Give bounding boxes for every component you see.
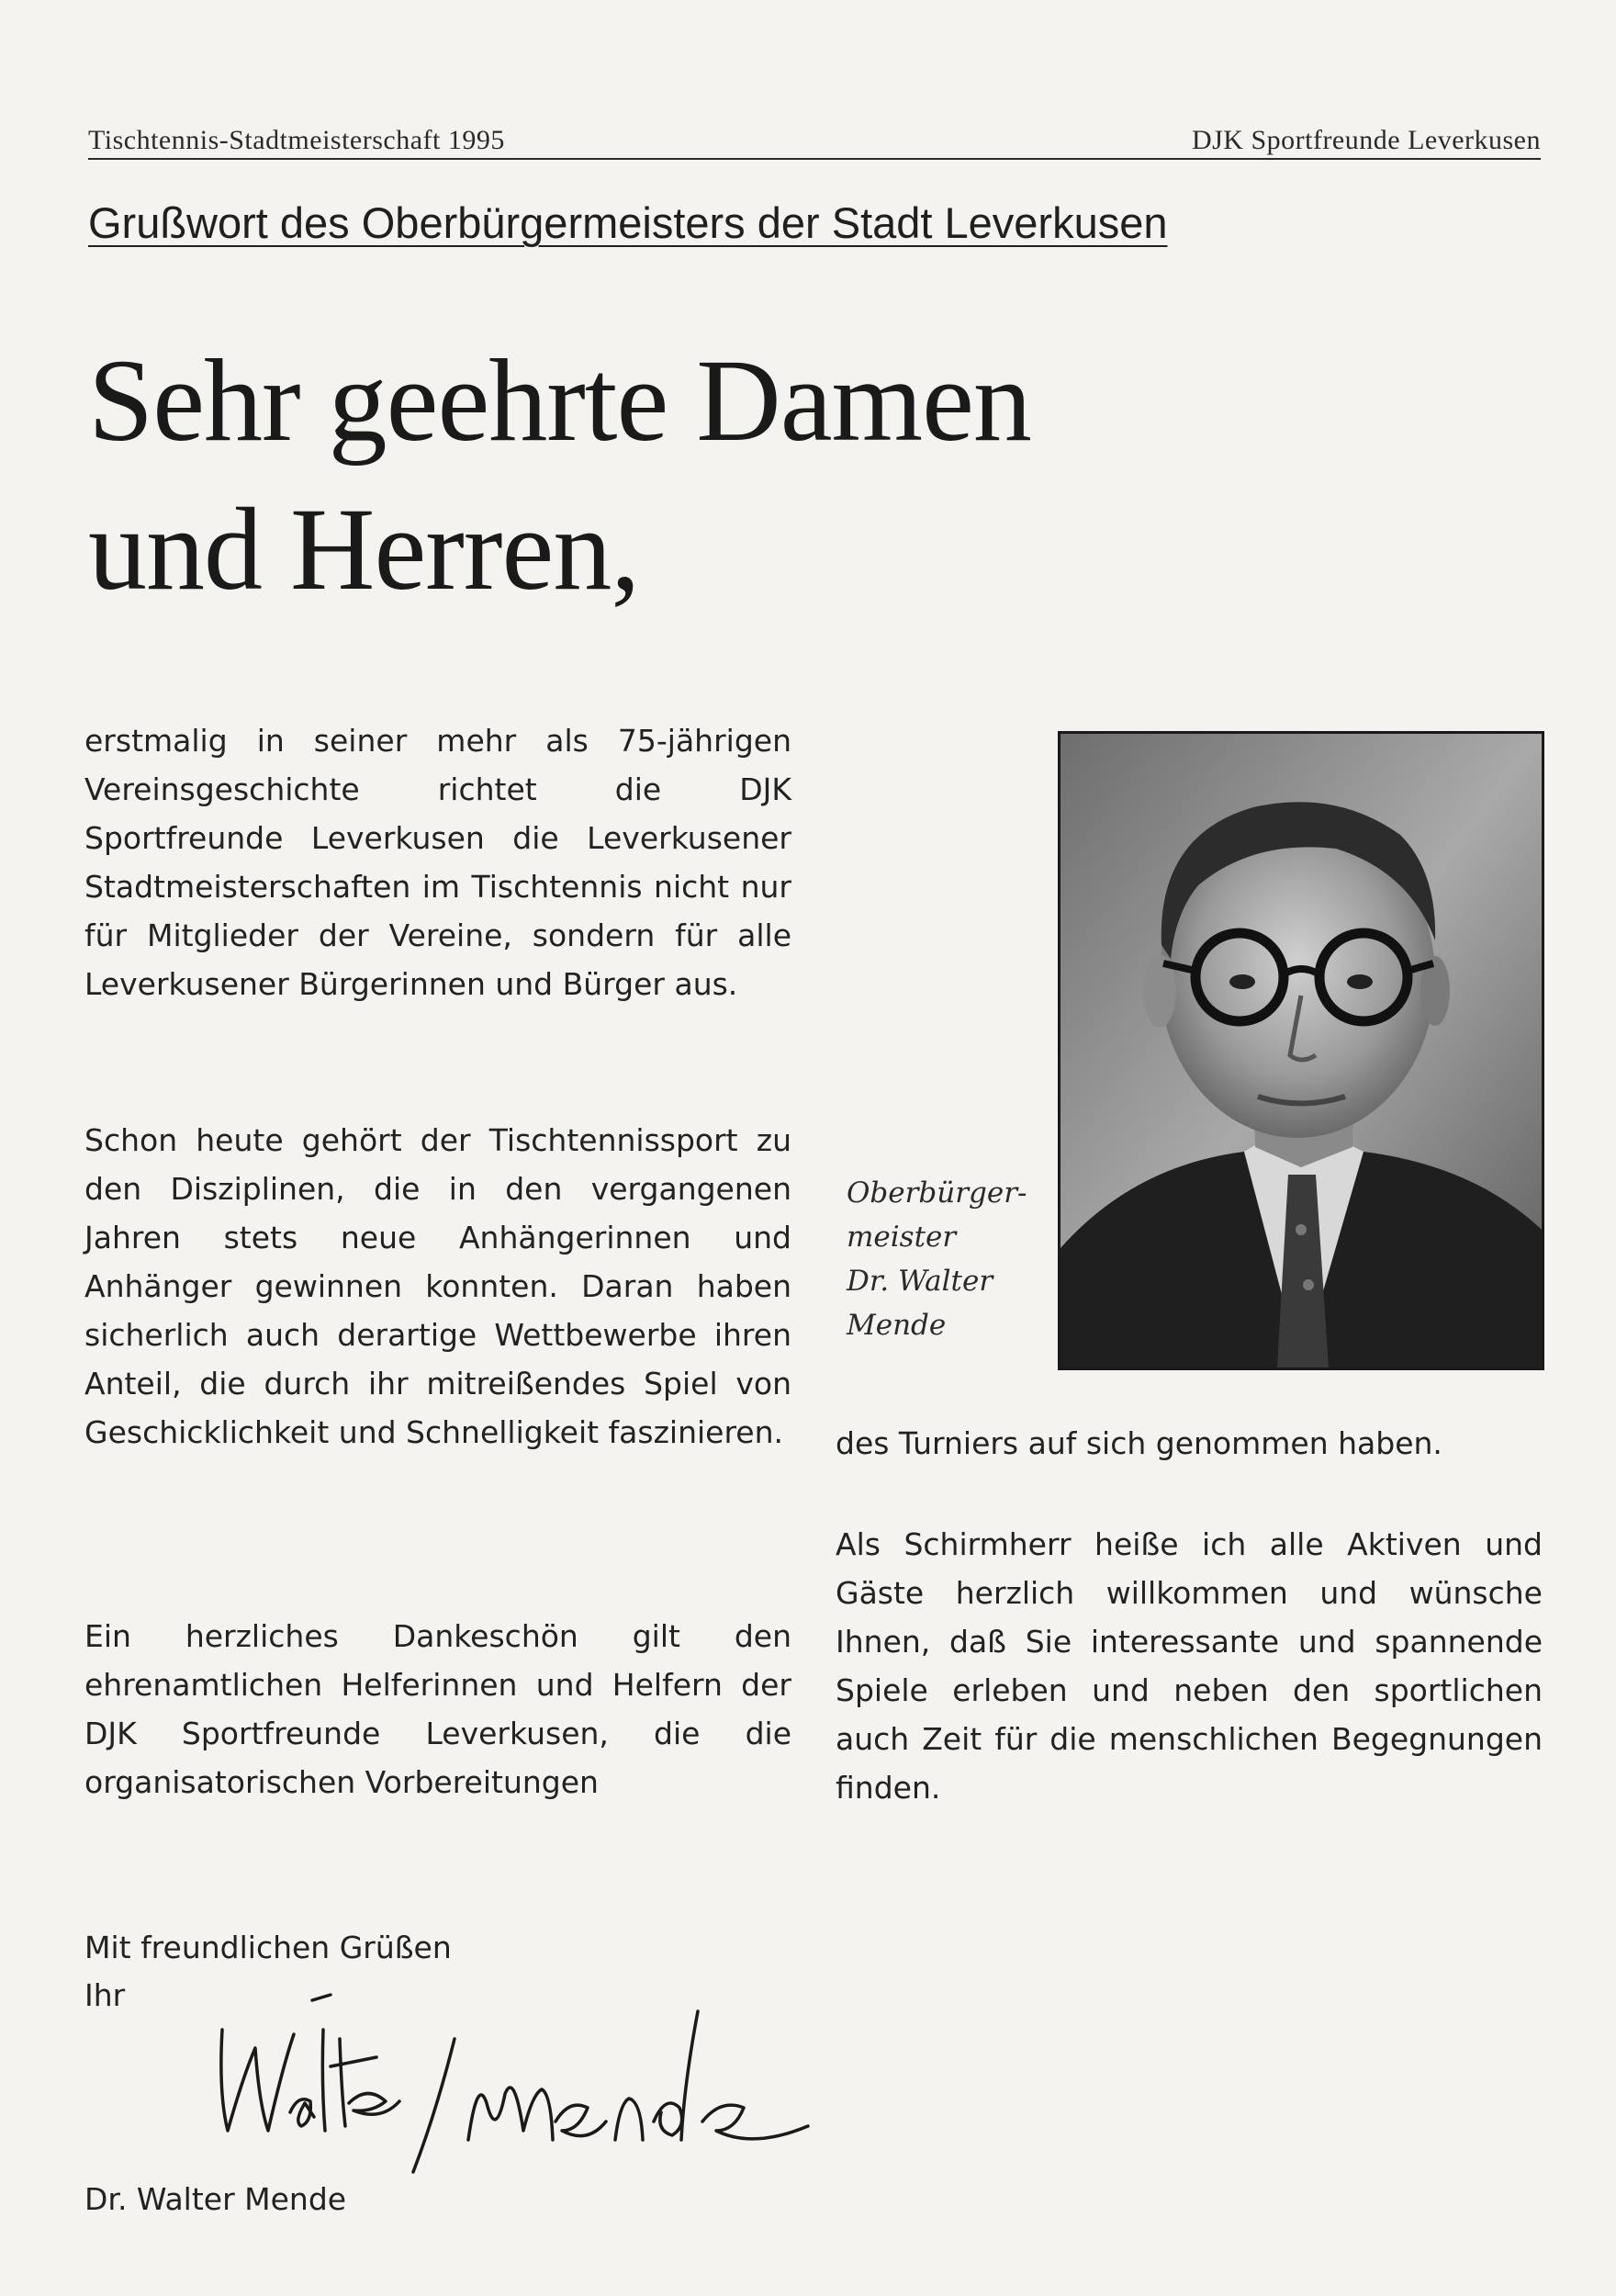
paragraph-4: des Turniers auf sich genommen haben. [836, 1425, 1442, 1461]
mayor-portrait-photo [1058, 731, 1544, 1370]
salutation-heading [88, 326, 1282, 624]
paragraph-3: Ein herzliches Dankeschön gilt den ehrenamtlichen Helferinnen und Helfern der DJK Sportfreunde Leverkusen, die die organisatorischen Vorbereitungen [84, 1618, 791, 1800]
signer-name: Dr. Walter Mende [84, 2181, 347, 2217]
greeting-subtitle: Grußwort des Oberbürgermeisters der Stadt Leverkusen [88, 198, 1168, 247]
caption-line-4: Mende [847, 1309, 947, 1342]
closing-greeting: Mit freundlichen Grüßen [84, 1930, 452, 1965]
paragraph-2: Schon heute gehört der Tischtennissport zu den Disziplinen, die in den vergangenen Jahren stets neue Anhängerinnen und Anhänger gewinnen konnten. Daran haben sicherlich auch derartige Wettbewerbe ihren Anteil, die durch ihr mitreißendes Spiel von Geschicklichkeit und Schnelligkeit faszinieren. [84, 1122, 791, 1450]
header-event-title: Tischtennis-Stadtmeisterschaft 1995 [88, 125, 505, 155]
handwritten-signature [202, 1993, 1166, 2195]
salutation-line-1: Sehr geehrte Damen [88, 335, 1031, 466]
caption-line-2: meister [847, 1221, 957, 1254]
paragraph-1: erstmalig in seiner mehr als 75-jährigen Vereinsgeschichte richtet die DJK Sportfreunde Leverkusen die Leverkusener Stadtmeisterschaften im Tischtennis nicht nur für Mitglieder der Vereine, sondern für alle Leverkusener Bürgerinnen und Bürger aus. [84, 723, 791, 1002]
portrait-illustration [1060, 734, 1542, 1367]
caption-line-1: Oberbürger- [847, 1176, 1027, 1210]
closing-ihr: Ihr [84, 1977, 126, 2013]
photo-caption [847, 1171, 1049, 1347]
salutation-line-2: und Herren, [88, 484, 640, 614]
caption-line-3: Dr. Walter [847, 1265, 993, 1298]
running-header [88, 119, 1541, 160]
paragraph-5: Als Schirmherr heiße ich alle Aktiven und Gäste herzlich willkommen und wünsche Ihnen, daß Sie interessante und spannende Spiele erleben und neben den sportlichen auch Zeit für die menschlichen Begegnungen finden. [836, 1526, 1543, 1806]
header-club-name: DJK Sportfreunde Leverkusen [1191, 125, 1541, 155]
